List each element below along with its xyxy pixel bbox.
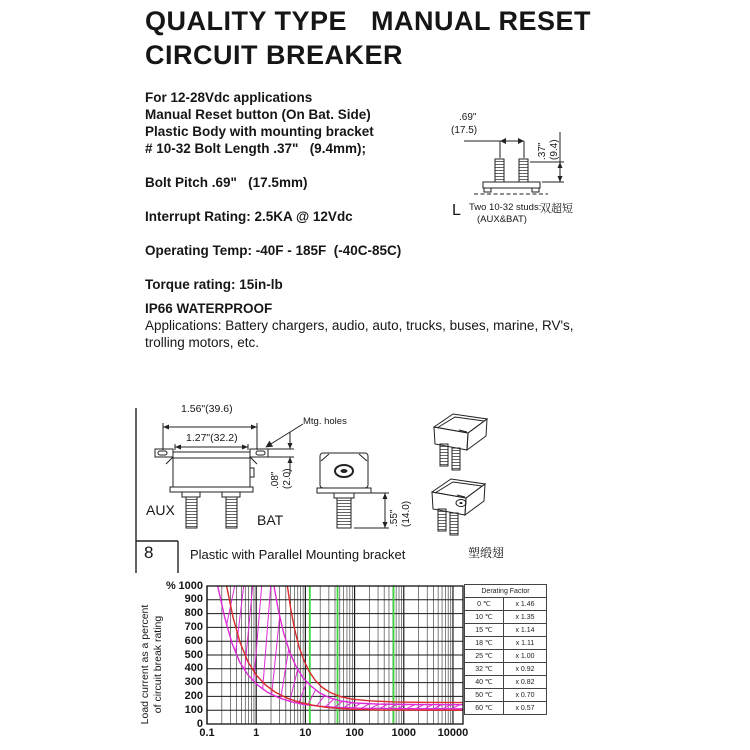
y-axis-unit: %: [166, 580, 176, 592]
y-axis-tick-label: 700: [184, 620, 203, 633]
y-axis-tick-label: 400: [184, 662, 203, 675]
y-axis-tick-label: 800: [184, 607, 203, 620]
spec-torque-rating: Torque rating: 15in-lb: [145, 277, 283, 292]
derating-factor-cell: x 1.46: [504, 598, 547, 611]
spec-ip-rating: IP66 WATERPROOF: [145, 301, 273, 316]
x-axis-tick-label: 1000: [391, 727, 416, 739]
derating-factor-cell: x 0.92: [504, 663, 547, 676]
side-outline-view: [317, 453, 389, 528]
spec-bolt-length: # 10-32 Bolt Length .37" (9.4mm);: [145, 141, 366, 156]
stud-caption-line1: Two 10-32 studs:: [469, 202, 542, 213]
spec-applications-list-1: Applications: Battery chargers, audio, auto, trucks, buses, marine, RV's,: [145, 318, 574, 333]
dim-inner-width: 1.27"(32.2): [186, 432, 238, 444]
spec-body: Plastic Body with mounting bracket: [145, 124, 374, 139]
isometric-view-bottom: [432, 479, 485, 535]
dim-stud-mm: (14.0): [401, 500, 412, 527]
temperature-cell: 60 ℃: [465, 702, 504, 715]
dim-stud-inches: .55": [389, 509, 400, 527]
trip-curve-chart: [207, 586, 463, 724]
spec-reset-button: Manual Reset button (On Bat. Side): [145, 107, 371, 122]
x-axis-tick-label: 1: [253, 727, 260, 739]
spec-operating-temp: Operating Temp: -40F - 185F (-40C-85C): [145, 243, 402, 258]
label-bat-terminal: BAT: [257, 512, 284, 528]
dim-stud-pitch-inches: .69": [459, 112, 477, 123]
spec-interrupt-rating: Interrupt Rating: 2.5KA @ 12Vdc: [145, 209, 353, 224]
temperature-cell: 15 ℃: [465, 624, 504, 637]
dim-stud-pitch-mm: (17.5): [451, 125, 478, 136]
temperature-cell: 10 ℃: [465, 611, 504, 624]
x-axis-tick-label: 10000: [437, 727, 469, 739]
y-axis-title-line1: Load current as a percent: [139, 604, 151, 725]
spec-bolt-pitch: Bolt Pitch .69" (17.5mm): [145, 175, 308, 190]
isometric-view-top: [434, 414, 487, 470]
y-axis-tick-label: 0: [196, 717, 203, 730]
temperature-cell: 40 ℃: [465, 676, 504, 689]
derating-factor-cell: x 1.35: [504, 611, 547, 624]
derating-table-header: Derating Factor: [465, 585, 547, 598]
y-axis-tick-label: 900: [184, 593, 203, 606]
derating-factor-cell: x 1.00: [504, 650, 547, 663]
bracket-letter: L: [452, 202, 461, 219]
derating-factor-cell: x 1.11: [504, 637, 547, 650]
temperature-cell: 32 ℃: [465, 663, 504, 676]
x-axis-tick-label: 0.1: [199, 727, 215, 739]
figure-border-lines: [136, 408, 178, 573]
stud-side-diagram: [464, 132, 564, 194]
stud-caption-chinese: 双超短: [540, 203, 573, 215]
y-axis-tick-label: 200: [184, 689, 203, 702]
x-axis-tick-label: 10: [299, 727, 312, 739]
stud-caption-line2: (AUX&BAT): [477, 214, 527, 225]
spec-applications-list-2: trolling motors, etc.: [145, 335, 260, 350]
temperature-cell: 0 ℃: [465, 598, 504, 611]
derating-factor-cell: x 0.57: [504, 702, 547, 715]
y-axis-tick-label: 600: [184, 634, 203, 647]
temperature-cell: 50 ℃: [465, 689, 504, 702]
page-title-line2: CIRCUIT BREAKER: [145, 40, 404, 70]
spec-applications-voltage: For 12-28Vdc applications: [145, 90, 313, 105]
dim-outer-width: 1.56"(39.6): [181, 403, 233, 415]
dim-flange-mm: (2.0): [282, 468, 293, 489]
figure-number: 8: [144, 543, 154, 562]
y-axis-tick-label: 500: [184, 648, 203, 661]
front-outline-view: [155, 423, 303, 528]
y-axis-tick-label: 1000: [178, 579, 203, 592]
y-axis-title-line2: of circuit break rating: [152, 615, 164, 714]
x-axis-tick-label: 100: [345, 727, 364, 739]
temperature-cell: 25 ℃: [465, 650, 504, 663]
y-axis-tick-label: 100: [184, 703, 203, 716]
y-axis-tick-label: 300: [184, 676, 203, 689]
label-aux-terminal: AUX: [146, 502, 175, 518]
temperature-cell: 18 ℃: [465, 637, 504, 650]
figure-caption: Plastic with Parallel Mounting bracket: [190, 547, 406, 562]
page-title-line1: QUALITY TYPE MANUAL RESET: [145, 6, 592, 36]
derating-factor-cell: x 0.70: [504, 689, 547, 702]
mtg-holes-label: Mtg. holes: [303, 416, 347, 427]
dim-flange-inches: .08": [270, 471, 281, 489]
derating-factor-cell: x 1.14: [504, 624, 547, 637]
derating-factor-cell: x 0.82: [504, 676, 547, 689]
dim-stud-length-mm: (9.4): [549, 139, 560, 160]
figure-caption-chinese: 塑缎翅: [468, 546, 505, 560]
dim-stud-length-inches: .37": [537, 142, 548, 160]
